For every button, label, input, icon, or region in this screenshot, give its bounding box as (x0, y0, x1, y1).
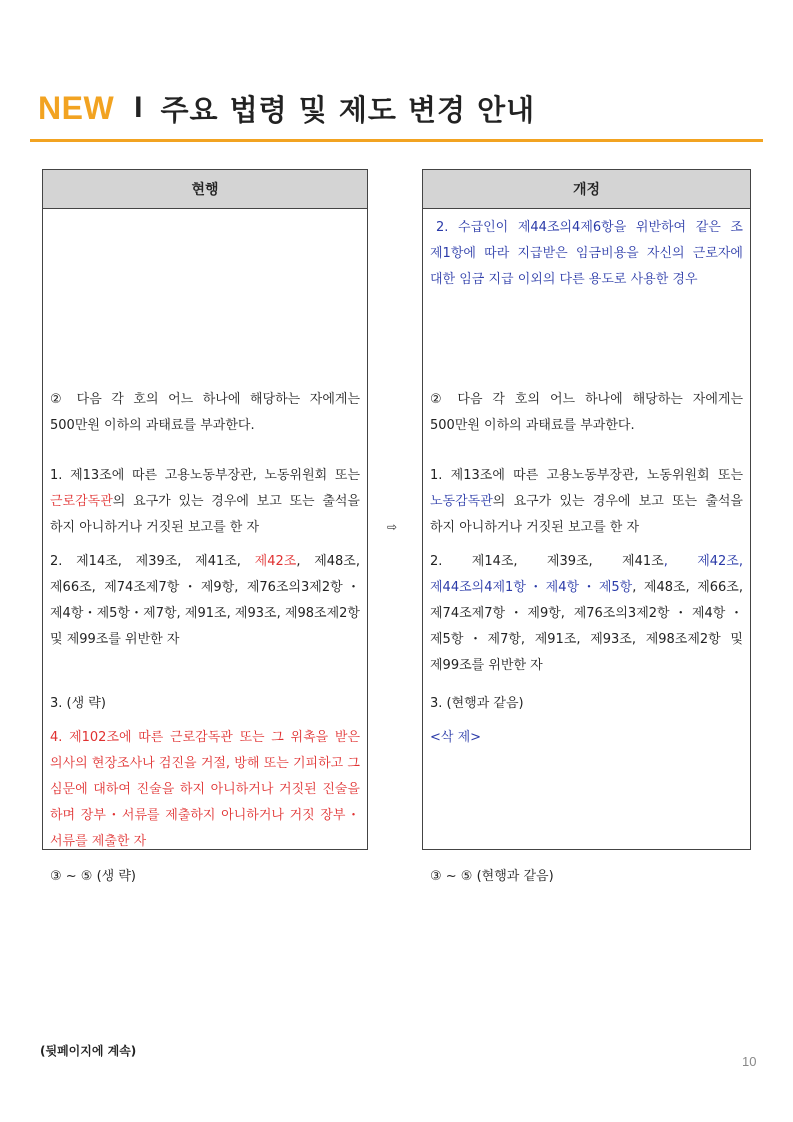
amended-item-3: 3. (현행과 같음) (430, 696, 524, 711)
amended-new-item-2: 2. 수급인이 제44조의4제6항을 위반하여 같은 조 제1항에 따라 지급받은 임금비용을 자신의 근로자에 대한 임금 지급 이외의 다른 용도로 사용한 경우 (430, 220, 743, 287)
header-rule (30, 139, 763, 142)
amended-item-4-deleted: <삭 제> (430, 730, 482, 745)
continued-note: (뒷페이지에 계속) (40, 1044, 137, 1058)
page-number: 10 (742, 1054, 757, 1069)
amended-law-heading: 개정 (423, 170, 750, 209)
new-label: NEW (38, 89, 115, 126)
current-item-2-text-a: 2. 제14조, 제39조, 제41조, (50, 554, 255, 569)
current-item-3: 3. (생 략) (50, 696, 106, 711)
amended-item-2-text-b: , 제48조, 제66조, 제74조제7항・제9항, 제76조의3제2항・제4항・제5항・제7항, 제91조, 제93조, 제98조제2항 및 제99조를 위반한 자 (430, 580, 743, 673)
amended-item-2 (430, 549, 743, 679)
current-item-1-highlight: 근로감독관 (50, 494, 113, 509)
page-title: 주요 법령 및 제도 변경 안내 (160, 92, 536, 127)
current-footer-clauses: ③ ~ ⑤ (생 략) (50, 869, 136, 884)
current-law-column (42, 169, 368, 884)
current-item-1 (50, 463, 360, 541)
current-item-2 (50, 549, 360, 653)
amended-item-2-text-a: 2. 제14조, 제39조, 제41조 (430, 554, 664, 569)
current-law-heading: 현행 (43, 170, 367, 209)
amended-para2-intro: ② 다음 각 호의 어느 하나에 해당하는 자에게는 500만원 이하의 과태료를 부과한다. (430, 392, 743, 433)
current-item-2-highlight: 제42조 (254, 554, 297, 569)
arrow-right-icon: ⇨ (387, 520, 398, 534)
amended-item-2-highlight: , 제42조, 제44조의4제1항・제4항・제5항 (430, 554, 743, 595)
current-para2-intro: ② 다음 각 호의 어느 하나에 해당하는 자에게는 500만원 이하의 과태료를 부과한다. (50, 392, 360, 433)
current-item-4-deleted: 4. 제102조에 따른 근로감독관 또는 그 위촉을 받은 의사의 현장조사나 검진을 거절, 방해 또는 기피하고 그 심문에 대하여 진술을 하지 아니하거나 거짓된 진술을 하며 장부・서류를 제출하지 아니하거나 거짓 장부・서류를 제출한 자 (50, 730, 360, 849)
amended-item-1 (430, 463, 743, 541)
amended-law-column (422, 169, 751, 884)
amended-item-1-highlight: 노동감독관 (430, 494, 493, 509)
current-item-2-text-b: , 제48조, 제66조, 제74조제7항・제9항, 제76조의3제2항・제4항・제5항・제7항, 제91조, 제93조, 제98조제2항 및 제99조를 위반한 자 (50, 554, 360, 647)
amended-item-1-text-a: 1. 제13조에 따른 고용노동부장관, 노동위원회 또는 (430, 468, 743, 483)
current-item-1-text-b: 의 요구가 있는 경우에 보고 또는 출석을 하지 아니하거나 거짓된 보고를 한 자 (50, 494, 360, 535)
amended-item-1-text-b: 의 요구가 있는 경우에 보고 또는 출석을 하지 아니하거나 거짓된 보고를 한 자 (430, 494, 743, 535)
current-item-1-text-a: 1. 제13조에 따른 고용노동부장관, 노동위원회 또는 (50, 468, 360, 483)
amended-footer-clauses: ③ ~ ⑤ (현행과 같음) (430, 869, 554, 884)
title-separator: I (134, 91, 143, 124)
page-header (38, 88, 535, 128)
